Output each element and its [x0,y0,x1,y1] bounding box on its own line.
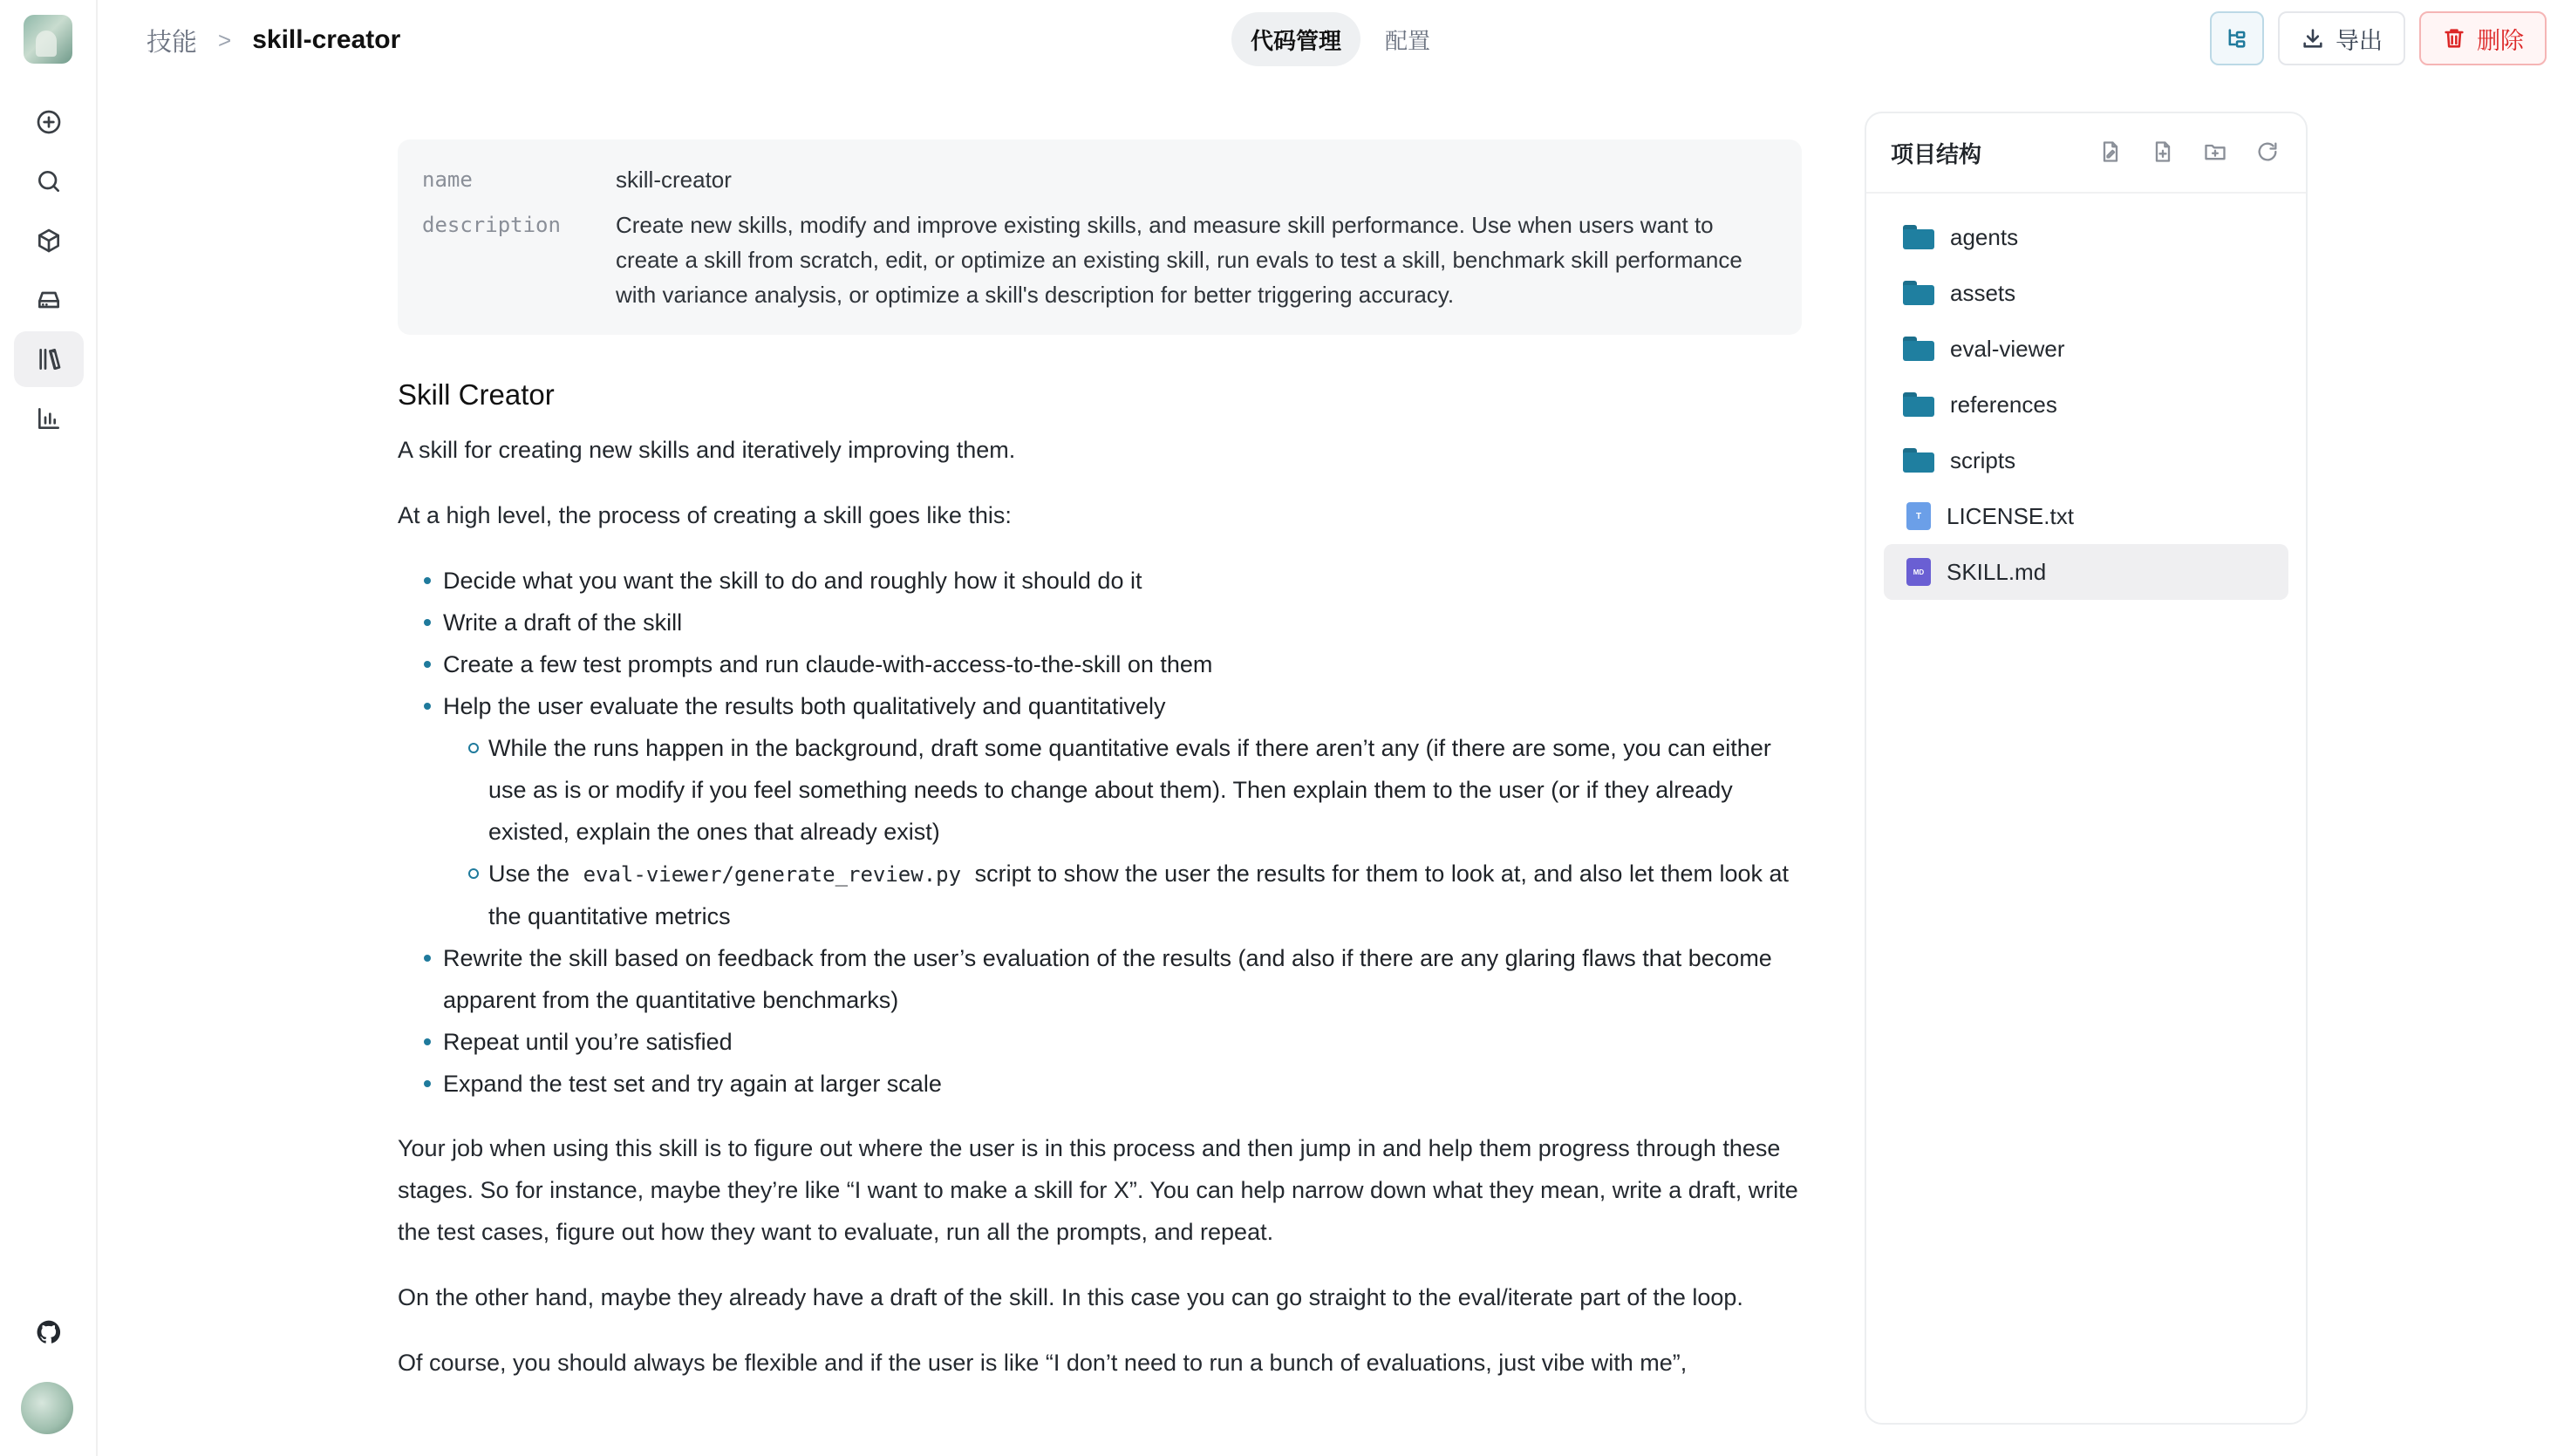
list-item: Repeat until you’re satisfied [398,1021,1802,1063]
meta-name-key: name [422,167,473,192]
panel-actions [2098,139,2281,166]
sub-list-item: While the runs happen in the background, draft some quantitative evals if there aren’t any (if there are some, you can either use as is or modify if you feel something needs to change about them). Then explain them to the user (or if they already existed, explain the ones that already exist) [443,727,1802,853]
folder-icon [1903,392,1934,417]
doc-title: Skill Creator [398,378,555,411]
tree-item-label: LICENSE.txt [1947,502,2074,529]
list-item [398,685,1802,937]
tree-item-label: eval-viewer [1950,335,2065,362]
tab-config[interactable]: 配置 [1385,27,1431,54]
tree-structure-icon [2225,26,2249,51]
tree-item-label: scripts [1950,446,2016,473]
list-item: Create a few test prompts and run claude-with-access-to-the-skill on them [398,643,1802,685]
analytics-button[interactable] [14,391,84,446]
search-icon [35,167,63,195]
list-item: Write a draft of the skill [398,602,1802,643]
tree-folder-scripts[interactable] [1884,432,2288,488]
toggle-tree-button[interactable] [2210,11,2264,65]
doc-paragraph: Of course, you should always be flexible and if the user is like “I don’t need to run a bunch of evaluations, just vibe with me”, [398,1350,1688,1376]
download-icon [2301,26,2325,51]
inbox-button[interactable] [14,272,84,328]
doc-intro: A skill for creating new skills and iteratively improving them. [398,437,1016,463]
top-bar [98,0,2564,80]
new-folder-icon [2203,139,2227,164]
tree-item-label: assets [1950,279,2016,306]
tree-item-label: SKILL.md [1947,558,2047,585]
tree-item-label: references [1950,391,2057,418]
doc-paragraph: Your job when using this skill is to figure out where the user is in this process and then jump in and help them progress through these stages. So for instance, maybe they’re like “I want to make a skill for X”. You can help narrow down what they mean, write a draft, write the test cases, figure out how they want to evaluate, run all the prompts, and repeat. [398,1135,1798,1245]
library-icon [35,345,63,373]
sub-item-prefix: Use the [488,861,570,887]
sub-list-item [443,853,1802,937]
chart-icon [35,405,63,432]
doc-high-level: At a high level, the process of creating a skill goes like this: [398,502,1012,528]
edit-file-button[interactable] [2098,139,2124,166]
new-chat-button[interactable] [14,94,84,150]
export-label: 导出 [2336,27,2383,54]
list-item: Rewrite the skill based on feedback from the user’s evaluation of the results (and also if there are any glaring flaws that become apparent from the quantitative benchmarks) [398,937,1802,1021]
breadcrumb-current: skill-creator [252,25,401,54]
breadcrumb-chevron-icon: > [218,26,232,53]
list-item-text: Help the user evaluate the results both qualitatively and quantitatively [443,693,1166,719]
tree-folder-references[interactable] [1884,377,2288,432]
github-icon [35,1318,63,1346]
skills-library-button[interactable] [14,331,84,387]
meta-description-value: Create new skills, modify and improve existing skills, and measure skill performance. Use when users want to create a skill from scratch, edit, or optimize an existing skill, run evals to test a skill, benchmark skill performance with variance analysis, or optimize a skill's description for better triggering accuracy. [616,212,1742,308]
folder-icon [1903,337,1934,361]
tree-item-label: agents [1950,223,2019,250]
left-rail [0,0,98,1456]
list-item: Expand the test set and try again at larger scale [398,1063,1802,1105]
inline-code: eval-viewer/generate_review.py [583,862,962,887]
tree-file-license[interactable] [1884,488,2288,544]
inbox-icon [35,286,63,314]
breadcrumb-parent[interactable]: 技能 [147,28,198,57]
meta-description-key: description [422,213,561,237]
panel-title: 项目结构 [1891,140,1982,167]
process-steps-list [398,560,1802,1105]
folder-icon [1903,225,1934,249]
tree-folder-assets[interactable] [1884,265,2288,321]
frontmatter-block [398,139,1802,335]
list-item: Decide what you want the skill to do and roughly how it should do it [398,560,1802,602]
tab-code-management[interactable]: 代码管理 [1231,12,1360,66]
new-chat-icon [35,108,63,136]
doc-paragraph: On the other hand, maybe they already have a draft of the skill. In this case you can go straight to the eval/iterate part of the loop. [398,1284,1743,1310]
delete-label: 删除 [2477,27,2524,54]
trash-icon [2442,26,2466,51]
sub-item-suffix: script to show the user the results for them to look at, and also let them look at the quantitative metrics [488,861,1790,929]
models-button[interactable] [14,213,84,269]
new-file-button[interactable] [2151,139,2177,166]
markdown-file-icon: MD [1906,558,1931,586]
cube-icon [35,227,63,255]
panel-header [1866,113,2306,194]
text-file-icon: T [1906,502,1931,530]
refresh-icon [2255,139,2280,164]
edit-file-icon [2098,139,2123,164]
search-button[interactable] [14,153,84,209]
tree-folder-agents[interactable] [1884,209,2288,265]
github-button[interactable] [14,1304,84,1360]
refresh-button[interactable] [2255,139,2281,166]
breadcrumb [147,19,400,61]
tree-file-skill-md[interactable] [1884,544,2288,600]
user-avatar[interactable] [21,1382,73,1434]
project-structure-panel [1865,112,2308,1425]
tab-bar [1231,12,1449,66]
delete-button[interactable] [2419,11,2547,65]
new-file-icon [2151,139,2175,164]
app-logo[interactable] [24,15,72,64]
new-folder-button[interactable] [2203,139,2229,166]
tree-folder-eval-viewer[interactable] [1884,321,2288,377]
toolbar-actions [2210,11,2547,65]
file-tree [1866,194,2306,616]
sub-steps-list [443,727,1802,937]
folder-icon [1903,448,1934,473]
export-button[interactable] [2278,11,2405,65]
meta-name-value: skill-creator [616,167,732,193]
skill-document [398,139,1802,1456]
folder-icon [1903,281,1934,305]
